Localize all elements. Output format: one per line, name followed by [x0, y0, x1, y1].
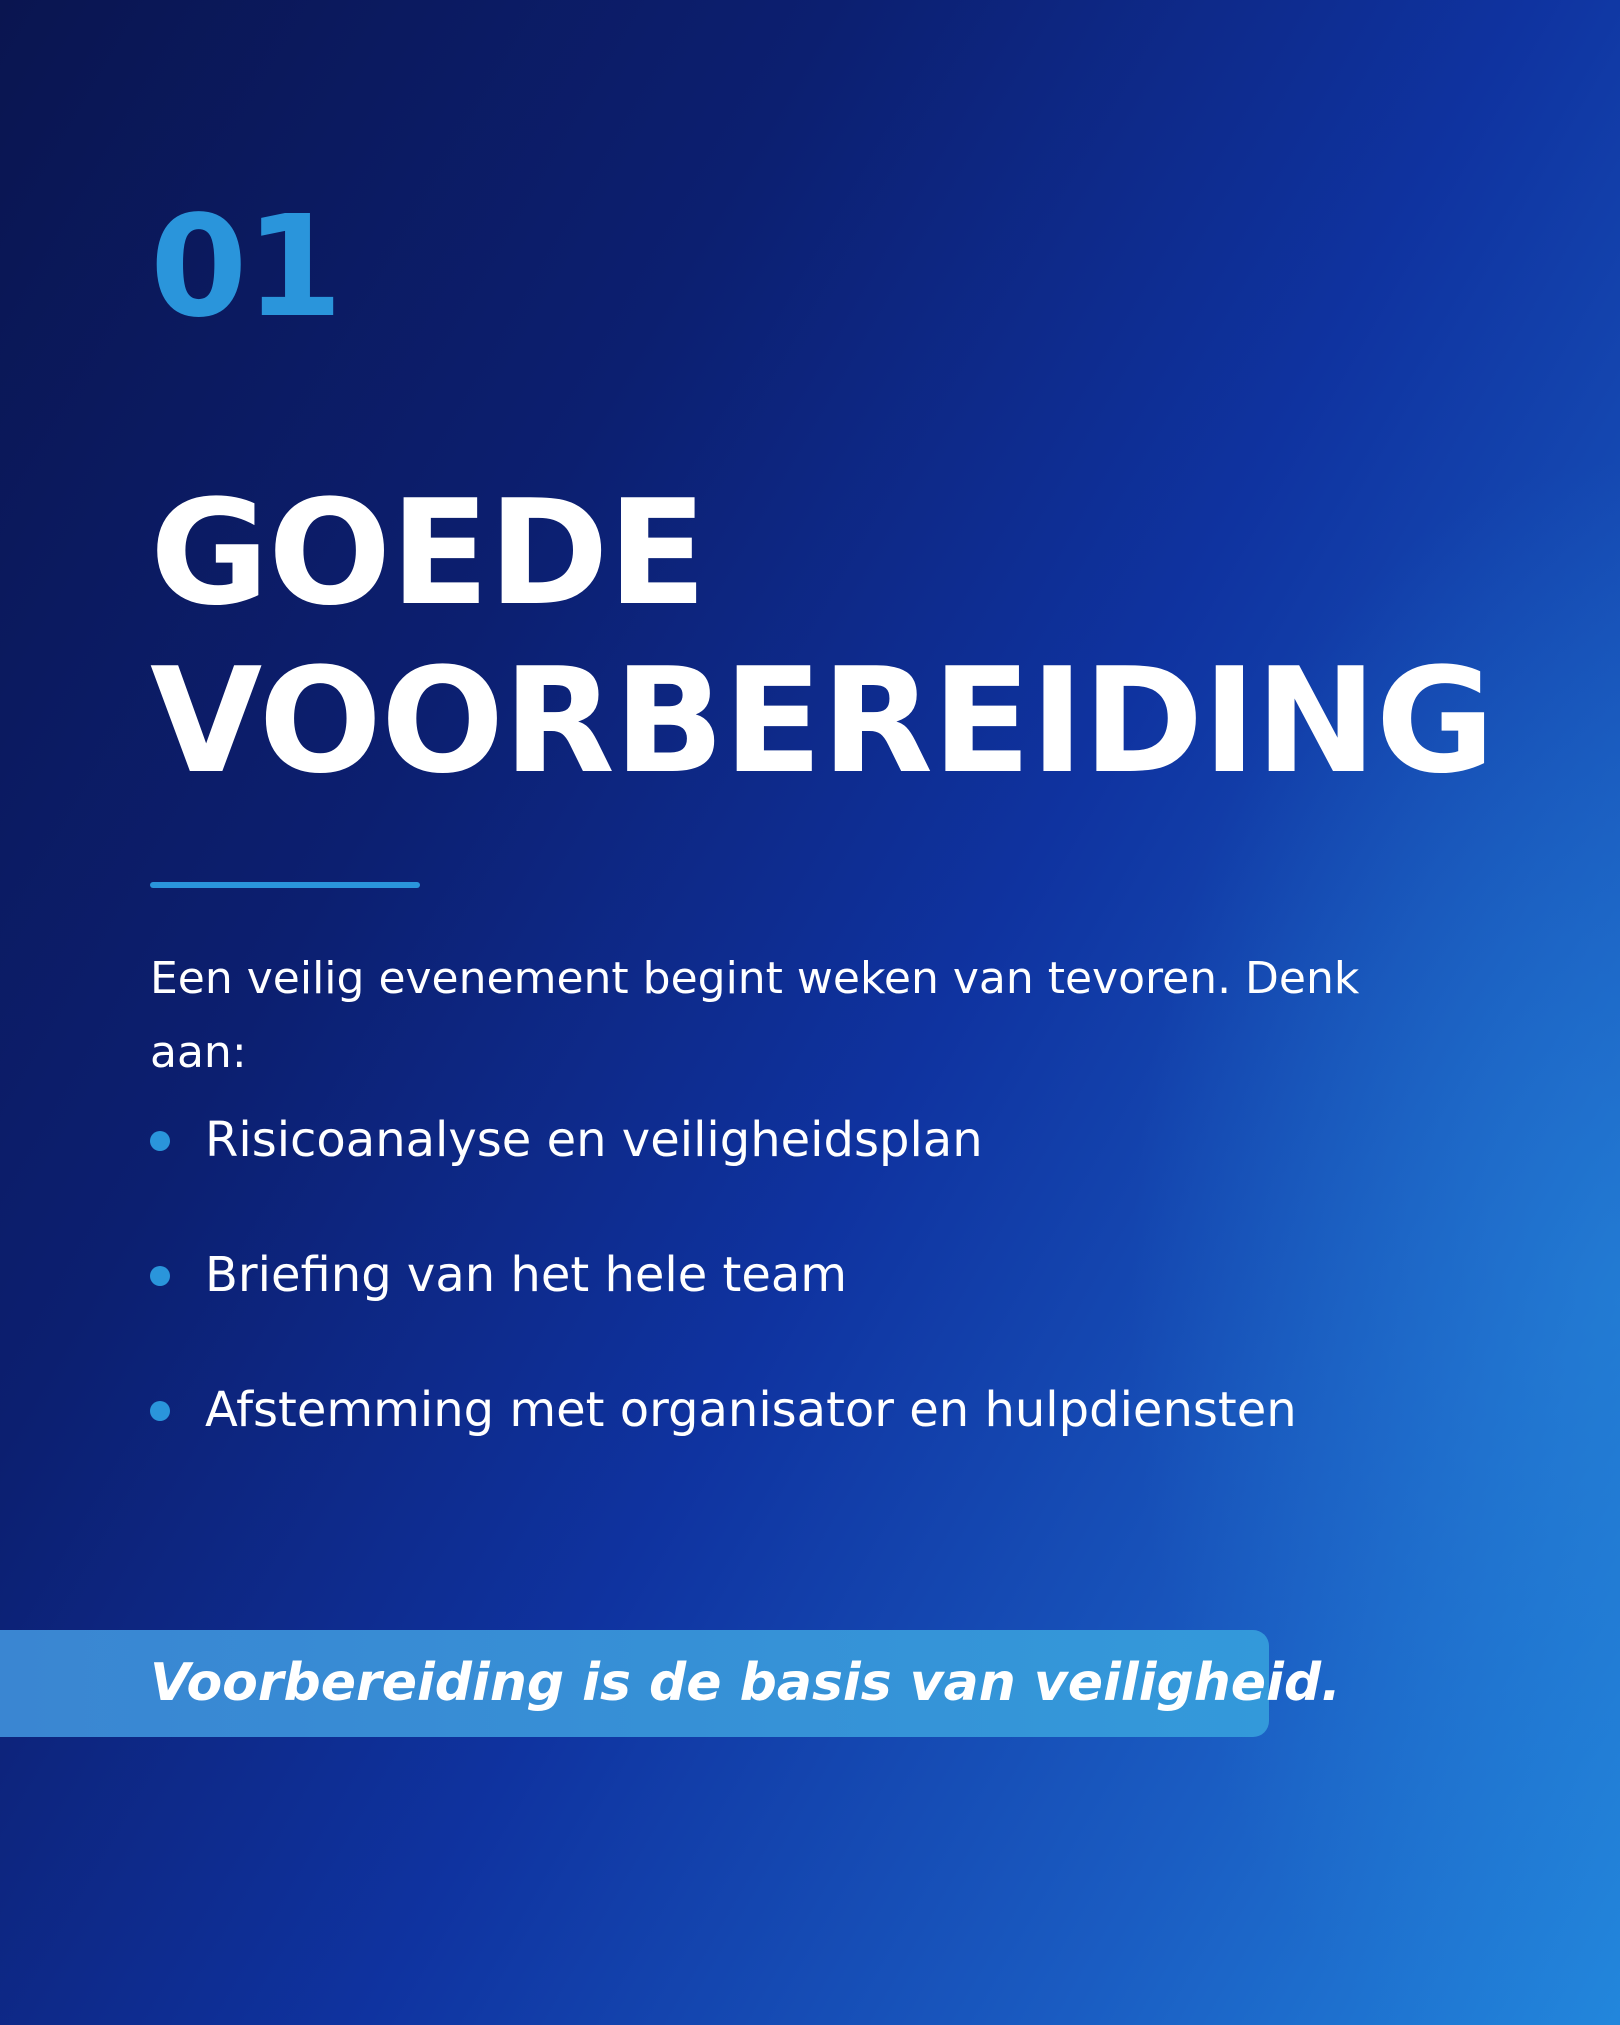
bullet-text: Risicoanalyse en veiligheidsplan	[205, 1112, 983, 1168]
callout-banner	[0, 1630, 1341, 1737]
slide-number: 01	[150, 186, 341, 349]
bullet-list	[150, 1105, 1510, 1510]
title-line-2: VOORBEREIDING	[150, 637, 1494, 806]
slide-title	[150, 470, 1550, 806]
accent-divider	[150, 882, 420, 888]
callout-text: Voorbereiding is de basis van veiligheid.	[150, 1653, 1341, 1713]
list-item	[150, 1240, 1510, 1375]
title-line-1: GOEDE	[150, 469, 706, 638]
bullet-text: Afstemming met organisator en hulpdiensten	[205, 1382, 1297, 1438]
intro-text: Een veilig evenement begint weken van tevoren. Denk aan:	[150, 953, 1360, 1078]
bullet-dot-icon	[150, 1401, 170, 1421]
bullet-dot-icon	[150, 1131, 170, 1151]
list-item	[150, 1105, 1510, 1240]
bullet-text: Briefing van het hele team	[205, 1247, 848, 1303]
bullet-dot-icon	[150, 1266, 170, 1286]
list-item	[150, 1375, 1510, 1510]
